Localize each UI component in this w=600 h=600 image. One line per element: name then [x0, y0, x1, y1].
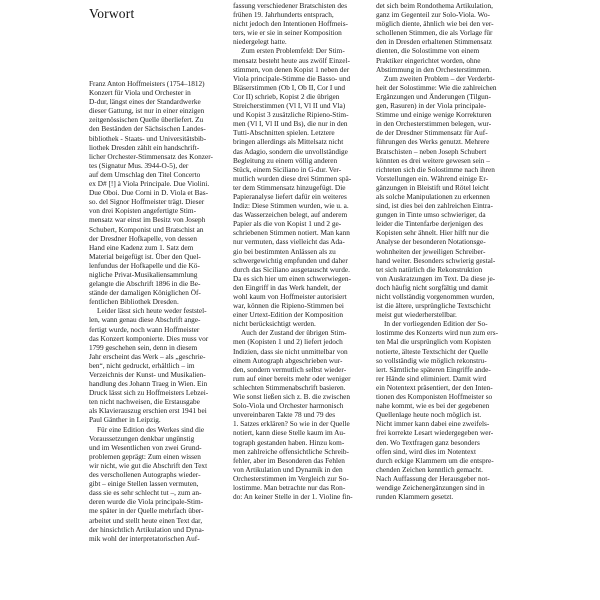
text-line: dass sie es sehr schlecht tut –, zum an-: [89, 488, 202, 498]
text-line: 1. Satzes erklären? So wie in der Quelle: [233, 419, 350, 429]
text-line: frühen 19. Jahrhunderts entsprach,: [233, 10, 334, 20]
text-line: gio bei bestimmten Anlässen als zu: [233, 246, 336, 256]
text-line: gelangte die Abschrift 1896 in die Be-: [89, 279, 201, 289]
text-line: von drei Kopisten angefertigte Stim-: [89, 206, 196, 216]
text-line: Verzeichnis der Kunst- und Musikalien-: [89, 370, 206, 379]
text-line: wohl kaum von Hoffmeister autorisiert: [233, 292, 347, 301]
text-line: gen, Rasuren) in der Viola principale-: [376, 101, 487, 111]
text-line: und im Wesentlichen von zwei Grund-: [89, 442, 202, 452]
text-line: Zum zweiten Problem – der Verderbt-: [384, 73, 495, 83]
text-line: fentlichen Bibliothek Dresden.: [89, 297, 179, 307]
text-line: men (Vl I, Vl II und Bs), die nur in den: [233, 119, 348, 129]
text-line: Streicherstimmen (Vl I, Vl II und Vla): [233, 101, 346, 111]
text-line: rum auf einer bereits mehr oder weniger: [233, 373, 351, 383]
text-line: do: An keiner Stelle in der 1. Violine fin-: [233, 492, 353, 502]
text-line: mutlich wurden diese drei Stimmen spä-: [233, 173, 352, 183]
text-column-3: [376, 1, 511, 501]
text-line: heit der Solostimme: Wie die zahlreichen: [376, 82, 497, 92]
text-line: Abstimmung in den Orchesterstimmen.: [376, 64, 492, 74]
text-line: ein Notentext präsentiert, der den Inten-: [376, 382, 493, 392]
text-line: problemen geprägt: Zum einen wissen: [89, 451, 201, 461]
text-line: Solo-Viola und Orchester harmonisch: [233, 401, 344, 411]
text-line: D-dur, längst eines der Standardwerke: [89, 97, 201, 107]
text-line: In der vorliegenden Edition der So-: [384, 319, 488, 329]
text-line: Ergänzungen und Änderungen (Tilgun-: [376, 91, 491, 101]
text-line: sind, ist dies bei den zahlreichen Eintra-: [376, 201, 493, 211]
text-line: möglich diente, ähnlich wie bei den ver-: [376, 19, 494, 29]
text-line: de der Dresdner Stimmensatz für Auf-: [376, 128, 488, 138]
text-line: niedergelegt hatte.: [233, 37, 287, 47]
text-line: doch häufig nicht sorgfältig und damit: [376, 282, 488, 292]
text-line: ten nicht nachweisen, die Erstausgabe: [89, 397, 200, 407]
text-line: det sich beim Rondothema Artikulation,: [376, 1, 493, 10]
text-line: den in Dresden erhaltenen Stimmensatz: [376, 37, 492, 47]
text-line: Franz Anton Hoffmeisters (1754–1812): [89, 79, 205, 88]
text-column-2: [233, 1, 368, 501]
text-line: Stimme und einige wenige Korrekturen: [376, 110, 492, 120]
text-line: unvereinbaren Takte 78 und 79 des: [233, 410, 336, 420]
text-line: chenden Zeichen kenntlich gemacht.: [376, 464, 483, 474]
text-line: hand weiter. Besonders schwierig gestal-: [376, 255, 496, 265]
text-line: notiert, kann diese Stelle kaum im Au-: [233, 428, 346, 438]
text-line: Hand eine Kadenz zum 1. Satz dem: [89, 242, 194, 252]
text-line: rer Hände sind eliminiert. Damit wird: [376, 373, 487, 383]
text-line: mensatz war einst im Besitz von Joseph: [89, 215, 206, 225]
text-line: liothek Dresden zählt ein handschrift-: [89, 142, 200, 152]
text-line: der Dresdner Hofkapelle, von dessen: [89, 233, 197, 243]
text-line: das Konzert komponierte. Dies muss vor: [89, 333, 209, 343]
text-line: schlechten Stimmenabschrift basieren.: [233, 382, 346, 392]
text-line: als solche Manipulationen zu erkennen: [376, 191, 490, 201]
text-line: durch das Siciliano ausgetauscht wurde.: [233, 264, 350, 274]
text-line: ben“, nicht gedruckt, erhältlich – im: [89, 360, 195, 370]
text-line: ter dem Stimmensatz hinzugefügt. Die: [233, 182, 346, 192]
text-line: Bratschisten – neben Joseph Schubert: [376, 146, 487, 156]
text-line: ters, wie er sie in seiner Komposition: [233, 28, 342, 38]
text-line: men (Kopisten 1 und 2) liefert jedoch: [233, 337, 343, 347]
text-line: lenfundus der Hofkapelle und die Kö-: [89, 260, 200, 270]
text-line: tet sich natürlich die Rekonstruktion: [376, 264, 483, 274]
text-line: könnten es drei weitere gewesen sein –: [376, 155, 490, 165]
text-line: frei korrekte Lesart wiedergegeben wer-: [376, 428, 494, 438]
text-line: Vorstellungen ein. Während einige Er-: [376, 173, 489, 183]
text-line: tionen des Komponisten Hoffmeister so: [376, 392, 493, 402]
text-line: Material beigefügt ist. Über den Quel-: [89, 251, 201, 261]
text-line: arbeitet und stellt heute einen Text dar,: [89, 515, 203, 525]
text-line: den, sondern vermutlich selbst wieder-: [233, 364, 347, 374]
text-line: schwergewichtig empfunden und daher: [233, 255, 348, 265]
text-line: me später in der Quelle mehrfach über-: [89, 506, 204, 516]
text-line: runden Klammern gesetzt.: [376, 492, 454, 502]
text-line: men zahlreiche offensichtliche Schreib-: [233, 446, 349, 456]
text-line: zeitgenössischen Quelle überliefert. Zu: [89, 115, 204, 125]
text-line: bibliothek - Staats- und Universitätsbib-: [89, 133, 207, 143]
text-line: den Eingriff in das Werk handelt, der: [233, 282, 341, 292]
text-line: von Artikulation und Dynamik in den: [233, 464, 343, 474]
text-line: mensatz besteht heute aus zwölf Einzel-: [233, 55, 350, 65]
text-line: Leider lässt sich heute weder feststel-: [97, 306, 207, 316]
text-line: Papier als die von Kopist 1 und 2 ge-: [233, 219, 342, 229]
text-line: 1799 geschehen sein, denn in diesem: [89, 342, 198, 352]
text-line: den. Wo Textfragen ganz besonders: [376, 437, 480, 447]
text-column-1: [89, 79, 224, 543]
text-line: Papieranalyse liefert dafür ein weiteres: [233, 191, 347, 201]
text-line: Zum ersten Problemfeld: Der Stim-: [241, 46, 345, 56]
text-line: als Klavierauszug erschien erst 1941 bei: [89, 406, 207, 416]
text-line: bringen allerdings als Mittelsatz nicht: [233, 137, 344, 147]
text-line: in den Orchesterstimmen belegen, wur-: [376, 119, 492, 129]
text-line: Voraussetzungen denkbar ungünstig: [89, 433, 195, 443]
text-line: Quellenlage heute noch möglich ist.: [376, 410, 482, 420]
text-line: Auch der Zustand der übrigen Stim-: [241, 328, 347, 338]
text-line: einem Autograph abgeschrieben wur-: [233, 355, 343, 365]
text-line: dieser Gattung, ist nur in einer einzigen: [89, 106, 205, 116]
text-line: fassung verschiedener Bratschisten des: [233, 1, 348, 10]
text-line: Stück, einem Siciliano in G-dur. Ver-: [233, 164, 342, 174]
text-line: wendige Zeichenergänzungen sind in: [376, 482, 485, 492]
text-line: war, können die Ripieno-Stimmen bei: [233, 301, 344, 311]
text-line: den Beständen der Sächsischen Landes-: [89, 124, 206, 134]
text-line: schollenen Stimmen, die als Vorlage für: [376, 28, 493, 38]
text-line: so vollständig wie möglich rekonstru-: [376, 355, 487, 365]
text-line: tes (Signatur Mus. 3944-O-5), der: [89, 160, 189, 170]
text-line: meist gut wiederherstellbar.: [376, 310, 457, 320]
text-line: Indizien, dass sie nicht unmittelbar von: [233, 346, 348, 356]
text-line: tograph gestanden haben. Hinzu kom-: [233, 437, 345, 447]
text-line: Für eine Edition des Werkes sind die: [97, 424, 205, 434]
text-line: offen sind, wird dies im Notentext: [376, 446, 476, 456]
text-line: ten Mal die ursprünglich vom Kopisten: [376, 337, 491, 347]
text-line: Jahr erscheint das Werk – als „geschrie-: [89, 351, 206, 361]
text-line: gungen in Tinte umso schwieriger, da: [376, 210, 486, 220]
text-line: Nicht immer kann dabei eine zweifels-: [376, 419, 490, 429]
text-line: dienten, die Solostimme von einem: [376, 46, 480, 56]
text-line: Konzert für Viola und Orchester in: [89, 88, 191, 98]
text-line: lostimme. Man betrachte nur das Ron-: [233, 482, 346, 492]
text-line: das Wasserzeichen belegt, auf anderem: [233, 210, 348, 220]
text-line: gibt – einige Stellen lassen vermuten,: [89, 479, 199, 489]
text-line: einer Urtext-Edition der Komposition: [233, 310, 344, 320]
text-line: Praktiker eingerichtet worden, ohne: [376, 55, 481, 65]
text-line: Druck lässt sich zu Hoffmeisters Lebzei-: [89, 388, 209, 398]
text-line: Viola principale-Stimme die Basso- und: [233, 73, 351, 83]
text-line: Bläserstimmen (Ob I, Ob II, Cor I und: [233, 82, 346, 92]
text-line: handlung des Johann Traeg in Wien. Ein: [89, 379, 208, 389]
text-line: des verschollenen Autographs wieder-: [89, 470, 201, 480]
text-line: Kopisten sehr ähnelt. Hier hilft nur die: [376, 228, 489, 238]
text-line: fehler, aber im Besonderen das Fehlen: [233, 455, 345, 465]
text-line: auf dem Umschlag den Titel Concerto: [89, 169, 201, 179]
text-line: ganz im Gegenteil zur Solo-Viola. Wo-: [376, 10, 490, 20]
text-line: schriebenen Stimmen notiert. Man kann: [233, 228, 350, 238]
text-line: Due Oboi. Due Corni in D. Viola et Bas-: [89, 188, 208, 198]
text-line: stimmen, von denen Kopist 1 neben der: [233, 64, 350, 74]
text-line: ist die ältere, ursprüngliche Textschicht: [376, 301, 491, 311]
text-line: Orchesterstimmen im Vergleich zur So-: [233, 473, 349, 483]
text-line: mik wohl der interpretatorischen Auf-: [89, 533, 200, 543]
text-line: durch eckige Klammern um die entspre-: [376, 455, 494, 465]
text-line: nahe kommt, wie es bei der gegebenen: [376, 401, 490, 411]
text-line: Tutti-Abschnitten spielen. Letztere: [233, 128, 335, 138]
text-line: der hinsichtlich Artikulation und Dyna-: [89, 524, 205, 534]
text-line: nigliche Privat-Musikaliensammlung: [89, 269, 198, 279]
text-line: Cor II) schrieb, Kopist 2 die übrigen: [233, 91, 340, 101]
text-line: nicht vollständig vorgenommen wurden,: [376, 292, 495, 301]
text-line: Begleitung zu einem völlig anderen: [233, 155, 338, 165]
text-line: nicht jedoch den Intentionen Hoffmeis-: [233, 19, 348, 29]
text-line: Da es sich hier um einen schwerwiegen-: [233, 273, 351, 283]
text-line: fertigt wurde, noch wann Hoffmeister: [89, 324, 200, 334]
text-line: Schubert, Komponist und Bratschist an: [89, 224, 204, 234]
text-line: nur vermuten, dass vielleicht das Ada-: [233, 237, 345, 247]
text-line: Indiz: Diese Stimmen wurden, wie u. a.: [233, 201, 349, 211]
text-line: wohnheiten der jeweiligen Schreiber-: [376, 246, 486, 256]
text-line: Paul Gänther in Leipzig.: [89, 415, 161, 425]
text-line: nicht berücksichtigt werden.: [233, 319, 316, 329]
text-line: iert. Sämtliche späteren Eingriffe ande-: [376, 364, 491, 374]
text-line: len, wann genau diese Abschrift ange-: [89, 315, 201, 325]
text-line: stände der damaligen Königlichen Öf-: [89, 288, 201, 298]
text-line: leider die Tintenfarbe derjenigen des: [376, 219, 483, 229]
text-line: von Auskratzungen im Text. Da diese je-: [376, 273, 496, 283]
text-line: lostimme des Konzerts wird nun zum ers-: [376, 328, 498, 338]
text-line: Wie sonst ließen sich z. B. die zwischen: [233, 392, 351, 402]
text-line: und Kopist 3 zusätzliche Ripieno-Stim-: [233, 110, 349, 120]
text-line: gänzungen in Bleistift und Rötel leicht: [376, 182, 489, 192]
page-title: Vorwort: [89, 6, 135, 21]
text-line: richteten sich die Solostimme nach ihren: [376, 164, 495, 174]
text-line: führungen des Werks genutzt. Mehrere: [376, 137, 490, 147]
text-line: licher Orchester-Stimmensatz des Konzer-: [89, 151, 213, 161]
text-line: ex D# [!] à Viola Principale. Due Violini.: [89, 179, 210, 189]
text-line: das Adagio, sondern die unvollständige: [233, 146, 348, 156]
text-line: notierte, älteste Textschicht der Quelle: [376, 346, 489, 356]
text-line: so. del Signor Hoffmeister trägt. Dieser: [89, 197, 205, 207]
text-line: Analyse der besonderen Notationsge-: [376, 237, 486, 247]
text-line: Nach Auffassung der Herausgeber not-: [376, 473, 490, 483]
text-line: deren wurde die Viola principale-Stim-: [89, 497, 204, 507]
text-line: wir nicht, wie gut die Abschrift den Text: [89, 460, 208, 470]
